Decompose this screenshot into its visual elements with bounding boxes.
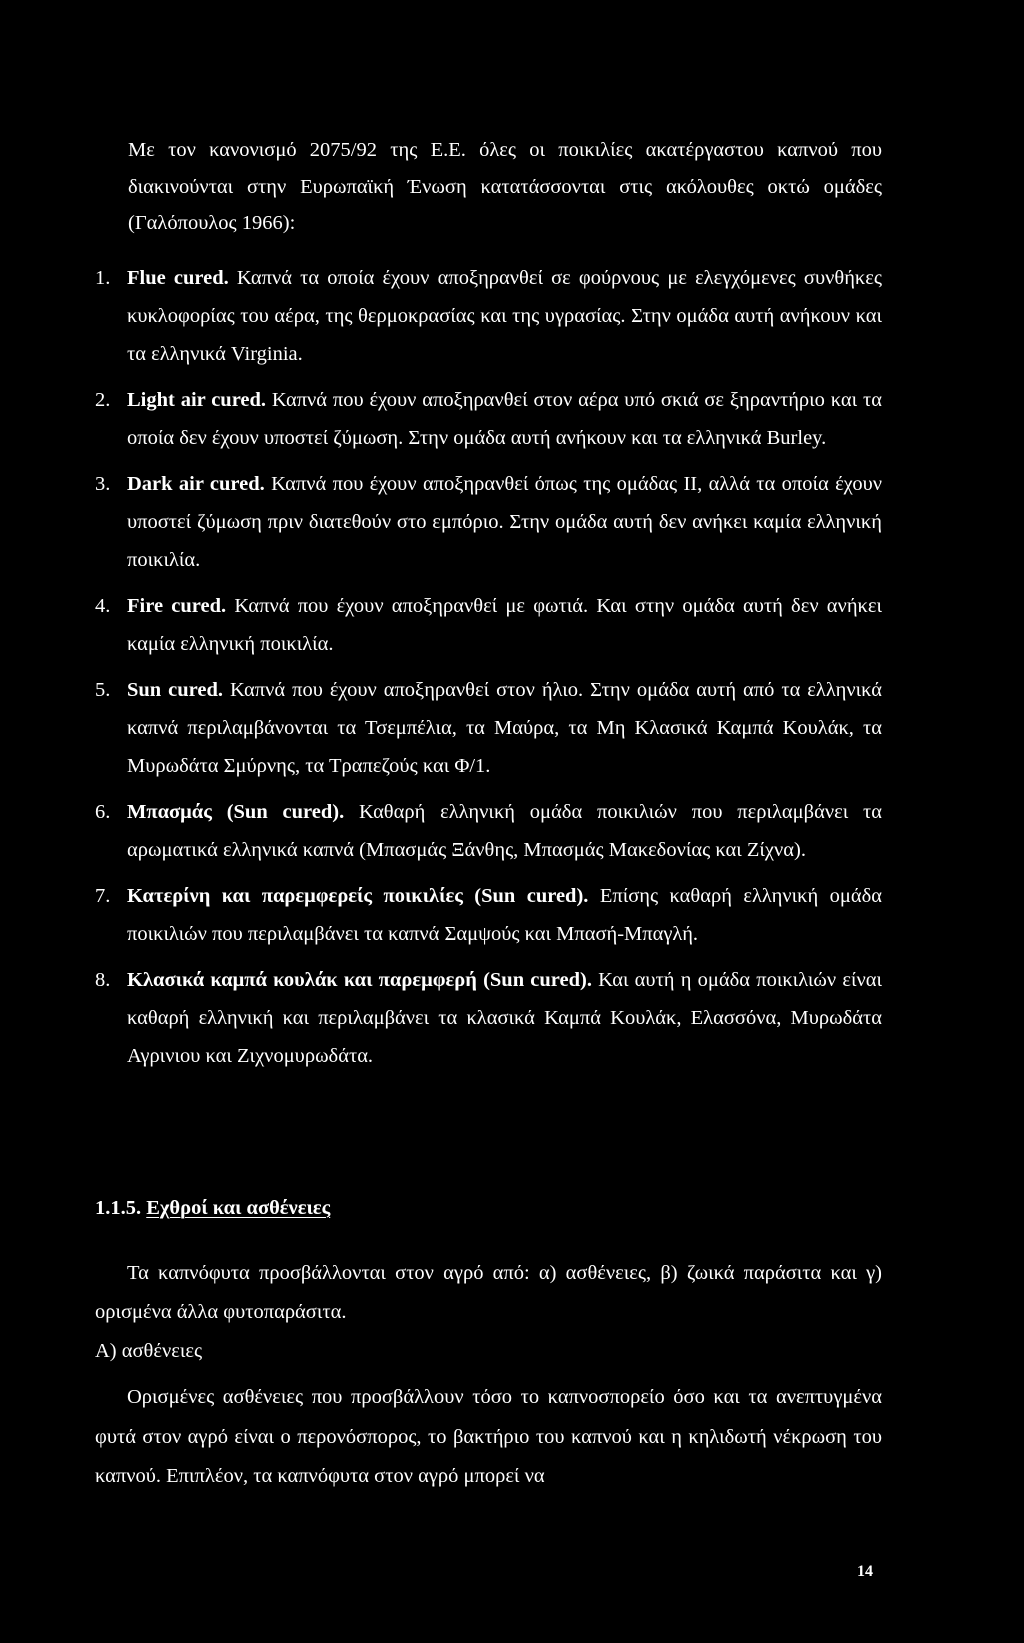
list-item-body	[127, 381, 882, 457]
list-item-description: Καπνά που έχουν αποξηρανθεί στον αέρα υπό σκιά σε ξηραντήριο και τα οποία δεν έχουν υποστεί ζύμωση. Στην ομάδα αυτή ανήκουν και τα ελληνικά Burley.	[127, 389, 882, 449]
body-paragraph-threats: Τα καπνόφυτα προσβάλλονται στον αγρό από: α) ασθένειες, β) ζωικά παράσιτα και γ) ορισμένα άλλα φυτοπαράσιτα.	[95, 1262, 882, 1323]
list-item-number: 8.	[95, 969, 111, 991]
list-item-number: 1.	[95, 267, 111, 289]
list-item	[95, 381, 882, 457]
list-item-title: Sun cured.	[127, 679, 224, 701]
list-item-title: Κατερίνη και παρεμφερείς ποικιλίες (Sun cured).	[127, 885, 589, 907]
page-number: 14	[857, 1563, 873, 1580]
list-item-title: Fire cured.	[127, 595, 227, 617]
list-item-number: 7.	[95, 885, 111, 907]
list-item-title: Flue cured.	[127, 267, 229, 289]
list-item-number: 5.	[95, 679, 111, 701]
list-item-body	[127, 587, 882, 663]
tobacco-groups-list	[95, 259, 882, 1083]
list-item-title: Light air cured.	[127, 389, 267, 411]
list-item	[95, 671, 882, 785]
list-item-description: Καπνά τα οποία έχουν αποξηρανθεί σε φούρνους με ελεγχόμενες συνθήκες κυκλοφορίας του αέρα, της θερμοκρασίας και της υγρασίας. Στην ομάδα αυτή ανήκουν και τα ελληνικά Virginia.	[127, 267, 882, 365]
list-item-title: Μπασμάς (Sun cured).	[127, 801, 345, 823]
list-item-number: 2.	[95, 389, 111, 411]
list-item-description: Καθαρή ελληνική ομάδα ποικιλιών που περιλαμβάνει τα αρωματικά ελληνικά καπνά (Μπασμάς Ξάνθης, Μπασμάς Μακεδονίας και Ζίχνα).	[127, 801, 883, 861]
list-item	[95, 259, 882, 373]
list-item-body	[127, 465, 882, 579]
section-number: 1.1.5.	[95, 1197, 142, 1219]
body-paragraph-diseases: Ορισμένες ασθένειες που προσβάλλουν τόσο το καπνοσπορείο όσο και τα ανεπτυγμένα φυτά στον αγρό είναι ο περονόσπορος, το βακτήριο του καπνού και η κηλιδωτή νέκρωση του καπνού. Επιπλέον, τα καπνόφυτα στον αγρό μπορεί να	[95, 1386, 882, 1487]
section-heading	[95, 1193, 330, 1223]
list-item-body	[127, 877, 882, 953]
subheading-diseases: Α) ασθένειες	[95, 1340, 203, 1362]
section-title: Εχθροί και ασθένειες	[146, 1197, 331, 1219]
list-item-body	[127, 961, 882, 1075]
list-item	[95, 877, 882, 953]
list-item-number: 6.	[95, 801, 111, 823]
list-item-title: Dark air cured.	[127, 473, 265, 495]
intro-paragraph: Με τον κανονισμό 2075/92 της Ε.Ε. όλες οι ποικιλίες ακατέργαστου καπνού που διακινούνται στην Ευρωπαϊκή Ένωση κατατάσσονται στις ακόλουθες οκτώ ομάδες (Γαλόπουλος 1966):	[128, 139, 882, 234]
list-item-number: 4.	[95, 595, 111, 617]
list-item-description: Και αυτή η ομάδα ποικιλιών είναι καθαρή ελληνική και περιλαμβάνει τα κλασικά Καμπά Κουλάκ, Ελασσόνα, Μυρωδάτα Αγρινιου και Ζιχνομυρωδάτα.	[127, 969, 883, 1067]
list-item-body	[127, 793, 882, 869]
list-item	[95, 961, 882, 1075]
list-item-description: Καπνά που έχουν αποξηρανθεί όπως της ομάδας ΙΙ, αλλά τα οποία έχουν υποστεί ζύμωση πριν διατεθούν στο εμπόριο. Στην ομάδα αυτή δεν ανήκει καμία ελληνική ποικιλία.	[127, 473, 882, 571]
list-item-body	[127, 259, 882, 373]
list-item	[95, 793, 882, 869]
list-item-description: Καπνά που έχουν αποξηρανθεί με φωτιά. Και στην ομάδα αυτή δεν ανήκει καμία ελληνική ποικιλία.	[127, 595, 882, 655]
list-item-description: Επίσης καθαρή ελληνική ομάδα ποικιλιών που περιλαμβάνει τα καπνά Σαμψούς και Μπασή-Μπαγλή.	[127, 885, 882, 945]
list-item-description: Καπνά που έχουν αποξηρανθεί στον ήλιο. Στην ομάδα αυτή από τα ελληνικά καπνά περιλαμβάνονται τα Τσεμπέλια, τα Μαύρα, τα Μη Κλασικά Καμπά Κουλάκ, τα Μυρωδάτα Σμύρνης, τα Τραπεζούς και Φ/1.	[127, 679, 882, 777]
list-item	[95, 465, 882, 579]
list-item-number: 3.	[95, 473, 111, 495]
list-item	[95, 587, 882, 663]
list-item-title: Κλασικά καμπά κουλάκ και παρεμφερή (Sun cured).	[127, 969, 592, 991]
list-item-body	[127, 671, 882, 785]
